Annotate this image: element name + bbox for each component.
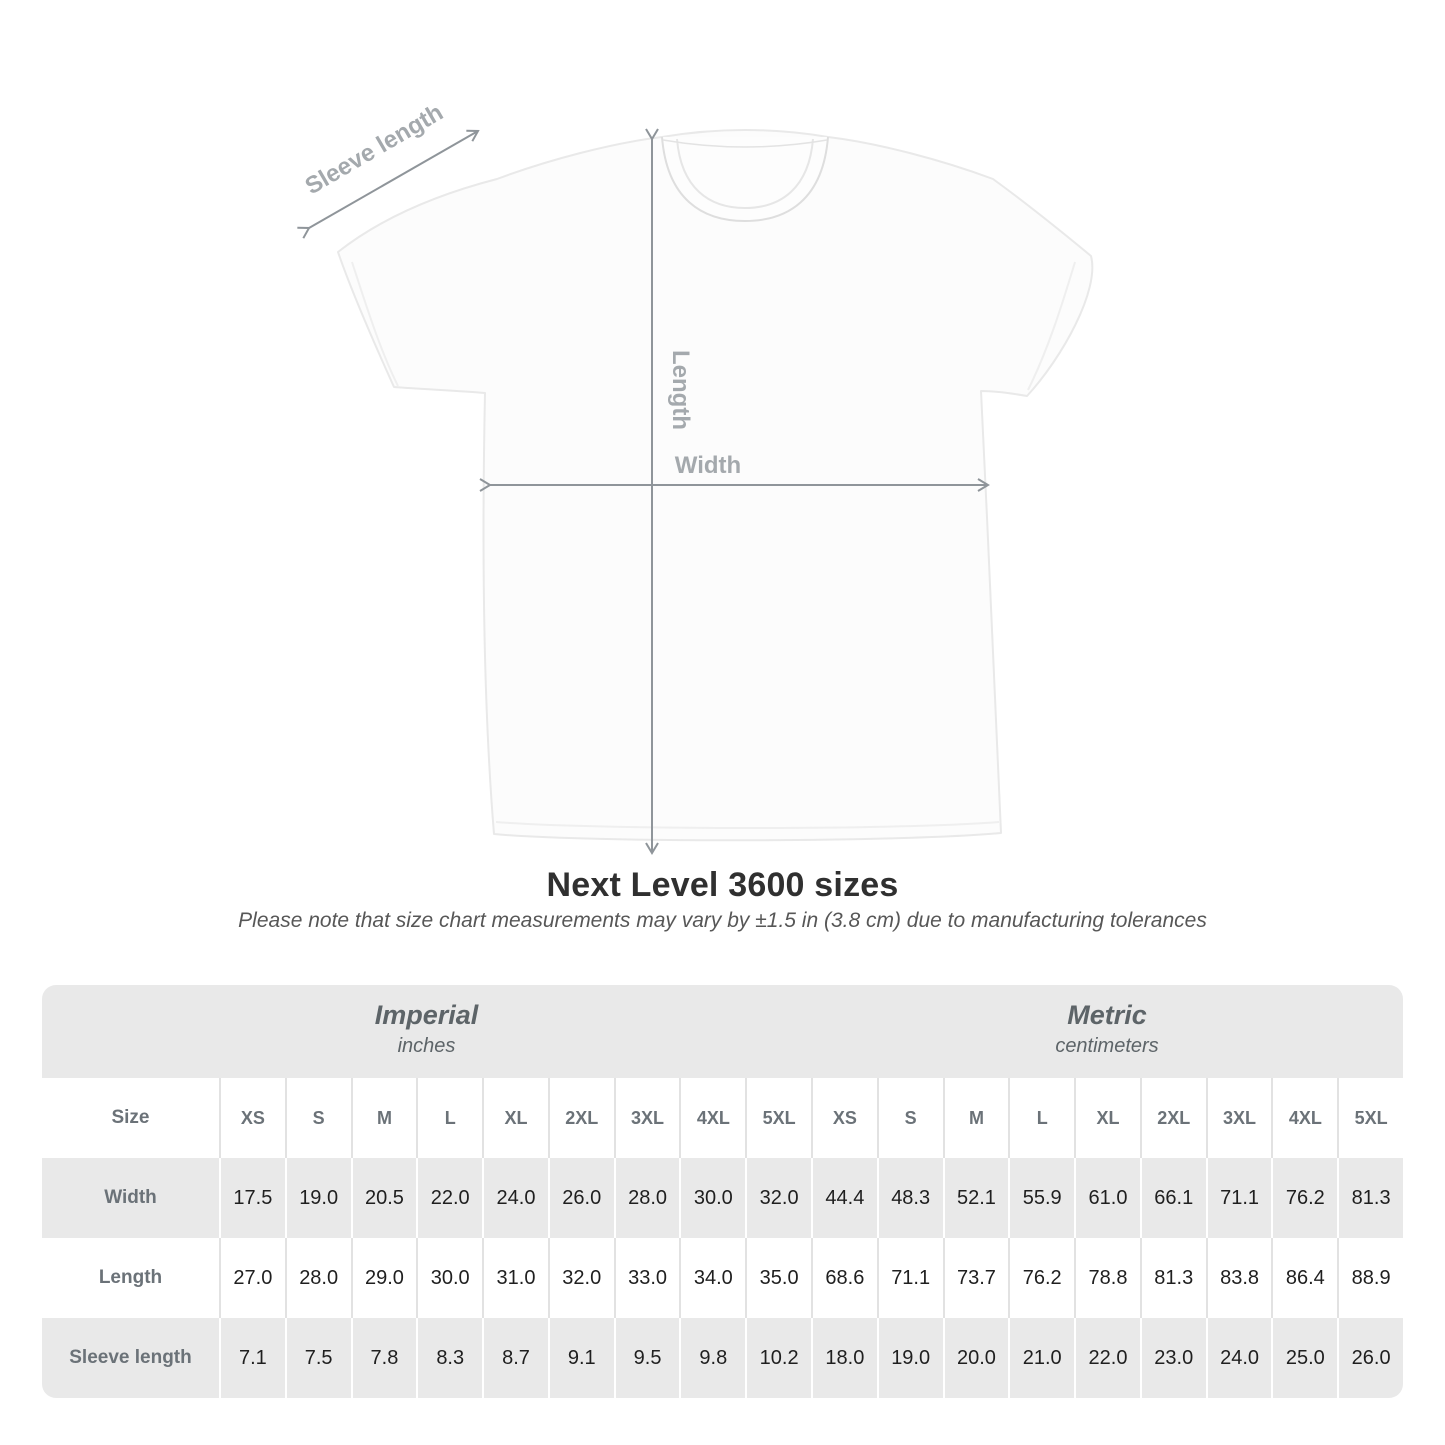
cell-length-metric-4xl: 86.4 — [1271, 1238, 1337, 1318]
cell-sleeve-length-metric-4xl: 25.0 — [1271, 1318, 1337, 1398]
cell-width-imperial-xs: 17.5 — [219, 1158, 285, 1238]
cell-sleeve-length-metric-xs: 18.0 — [811, 1318, 877, 1398]
cell-length-imperial-3xl: 33.0 — [614, 1238, 680, 1318]
cell-width-imperial-l: 22.0 — [416, 1158, 482, 1238]
cell-sleeve-length-imperial-5xl: 10.2 — [745, 1318, 811, 1398]
cell-sleeve-length-imperial-s: 7.5 — [285, 1318, 351, 1398]
cell-width-metric-m: 52.1 — [943, 1158, 1009, 1238]
unit-group-metric — [811, 985, 1403, 1078]
imperial-sublabel: inches — [397, 1034, 456, 1057]
cell-length-imperial-l: 30.0 — [416, 1238, 482, 1318]
cell-length-imperial-s: 28.0 — [285, 1238, 351, 1318]
size-col-metric-2xl: 2XL — [1140, 1078, 1206, 1158]
cell-sleeve-length-imperial-m: 7.8 — [351, 1318, 417, 1398]
cell-length-imperial-2xl: 32.0 — [548, 1238, 614, 1318]
cell-width-metric-xs: 44.4 — [811, 1158, 877, 1238]
cell-sleeve-length-metric-xl: 22.0 — [1074, 1318, 1140, 1398]
cell-sleeve-length-imperial-2xl: 9.1 — [548, 1318, 614, 1398]
size-col-imperial-5xl: 5XL — [745, 1078, 811, 1158]
cell-width-metric-xl: 61.0 — [1074, 1158, 1140, 1238]
cell-length-metric-2xl: 81.3 — [1140, 1238, 1206, 1318]
imperial-label: Imperial — [374, 999, 479, 1030]
size-col-imperial-4xl: 4XL — [679, 1078, 745, 1158]
tolerance-note: Please note that size chart measurements may vary by ±1.5 in (3.8 cm) due to manufacturing tolerances — [238, 909, 1207, 932]
size-col-metric-s: S — [877, 1078, 943, 1158]
size-col-imperial-3xl: 3XL — [614, 1078, 680, 1158]
cell-width-metric-5xl: 81.3 — [1337, 1158, 1403, 1238]
row-label-length: Length — [42, 1238, 219, 1318]
cell-length-metric-s: 71.1 — [877, 1238, 943, 1318]
size-table — [42, 985, 1403, 1398]
cell-sleeve-length-metric-3xl: 24.0 — [1206, 1318, 1272, 1398]
cell-length-metric-m: 73.7 — [943, 1238, 1009, 1318]
cell-length-imperial-m: 29.0 — [351, 1238, 417, 1318]
size-col-imperial-xs: XS — [219, 1078, 285, 1158]
length-label: Length — [667, 350, 694, 430]
metric-label: Metric — [1067, 999, 1147, 1030]
size-header-cell: Size — [42, 1078, 219, 1158]
size-col-metric-m: M — [943, 1078, 1009, 1158]
cell-length-metric-3xl: 83.8 — [1206, 1238, 1272, 1318]
page-title: Next Level 3600 sizes — [546, 866, 899, 904]
width-label: Width — [674, 452, 742, 479]
size-col-metric-3xl: 3XL — [1206, 1078, 1272, 1158]
row-label-width: Width — [42, 1158, 219, 1238]
cell-width-imperial-2xl: 26.0 — [548, 1158, 614, 1238]
cell-width-imperial-s: 19.0 — [285, 1158, 351, 1238]
size-col-metric-l: L — [1008, 1078, 1074, 1158]
cell-length-imperial-5xl: 35.0 — [745, 1238, 811, 1318]
cell-width-metric-3xl: 71.1 — [1206, 1158, 1272, 1238]
size-col-imperial-m: M — [351, 1078, 417, 1158]
cell-width-metric-4xl: 76.2 — [1271, 1158, 1337, 1238]
sleeve-length-label: Sleeve length — [300, 98, 448, 201]
cell-length-imperial-4xl: 34.0 — [679, 1238, 745, 1318]
row-label-sleeve-length: Sleeve length — [42, 1318, 219, 1398]
cell-sleeve-length-metric-2xl: 23.0 — [1140, 1318, 1206, 1398]
cell-width-imperial-xl: 24.0 — [482, 1158, 548, 1238]
size-col-imperial-2xl: 2XL — [548, 1078, 614, 1158]
cell-length-metric-5xl: 88.9 — [1337, 1238, 1403, 1318]
cell-length-imperial-xl: 31.0 — [482, 1238, 548, 1318]
size-col-metric-xl: XL — [1074, 1078, 1140, 1158]
cell-sleeve-length-imperial-4xl: 9.8 — [679, 1318, 745, 1398]
size-col-imperial-s: S — [285, 1078, 351, 1158]
cell-width-metric-s: 48.3 — [877, 1158, 943, 1238]
cell-width-imperial-m: 20.5 — [351, 1158, 417, 1238]
cell-sleeve-length-metric-s: 19.0 — [877, 1318, 943, 1398]
cell-width-imperial-5xl: 32.0 — [745, 1158, 811, 1238]
size-col-metric-4xl: 4XL — [1271, 1078, 1337, 1158]
size-col-metric-5xl: 5XL — [1337, 1078, 1403, 1158]
cell-width-metric-l: 55.9 — [1008, 1158, 1074, 1238]
cell-length-metric-l: 76.2 — [1008, 1238, 1074, 1318]
cell-sleeve-length-metric-5xl: 26.0 — [1337, 1318, 1403, 1398]
unit-group-imperial — [42, 985, 811, 1078]
cell-sleeve-length-imperial-xl: 8.7 — [482, 1318, 548, 1398]
cell-sleeve-length-metric-m: 20.0 — [943, 1318, 1009, 1398]
size-col-imperial-l: L — [416, 1078, 482, 1158]
size-col-metric-xs: XS — [811, 1078, 877, 1158]
cell-length-metric-xl: 78.8 — [1074, 1238, 1140, 1318]
cell-sleeve-length-imperial-3xl: 9.5 — [614, 1318, 680, 1398]
cell-sleeve-length-metric-l: 21.0 — [1008, 1318, 1074, 1398]
cell-sleeve-length-imperial-l: 8.3 — [416, 1318, 482, 1398]
size-col-imperial-xl: XL — [482, 1078, 548, 1158]
cell-length-imperial-xs: 27.0 — [219, 1238, 285, 1318]
metric-sublabel: centimeters — [1055, 1034, 1159, 1057]
cell-sleeve-length-imperial-xs: 7.1 — [219, 1318, 285, 1398]
cell-width-imperial-4xl: 30.0 — [679, 1158, 745, 1238]
cell-length-metric-xs: 68.6 — [811, 1238, 877, 1318]
cell-width-metric-2xl: 66.1 — [1140, 1158, 1206, 1238]
cell-width-imperial-3xl: 28.0 — [614, 1158, 680, 1238]
